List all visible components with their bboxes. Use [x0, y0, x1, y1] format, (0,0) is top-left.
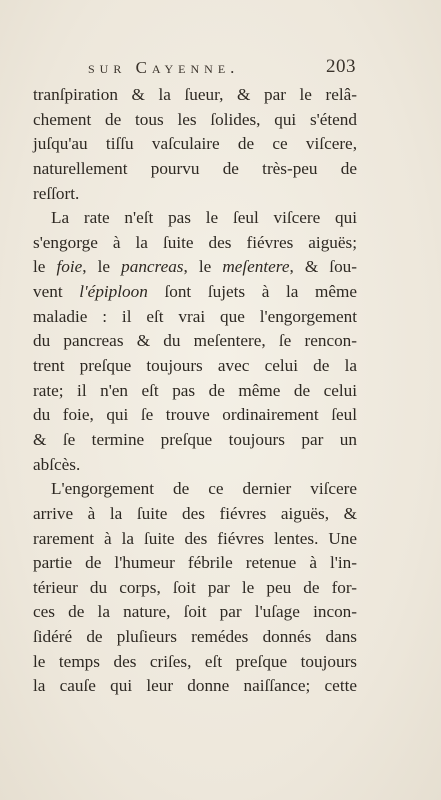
running-title: sur Cayenne.	[88, 58, 240, 77]
text-run: le	[33, 257, 57, 277]
text-line: la cauſe qui leur donne naiſſance; cette	[33, 676, 357, 696]
text-line: trent preſque toujours avec celui de la	[33, 356, 357, 376]
paragraph-start-line: La rate n'eſt pas le ſeul viſcere qui	[51, 208, 357, 228]
text-line: térieur du corps, ſoit par le peu de for-	[33, 577, 357, 597]
text-line: le temps des criſes, eſt preſque toujours	[33, 651, 357, 671]
paragraph-start-line: L'engorgement de ce dernier viſcere	[51, 479, 357, 499]
text-line: chement de tous les ſolides, qui s'étend	[33, 109, 357, 129]
text-line: ſidéré de pluſieurs remédes donnés dans	[33, 627, 357, 647]
italic-term-pancreas: pancreas	[121, 257, 184, 277]
text-line: naturellement pourvu de très-peu de	[33, 158, 357, 178]
text-line: ces de la nature, ſoit par l'uſage incon-	[33, 602, 357, 622]
text-line: maladie : il eſt vrai que l'engorgement	[33, 306, 357, 326]
text-run: , le	[82, 257, 122, 277]
text-line: partie de l'humeur fébrile retenue à l'in-	[33, 553, 357, 573]
text-line-with-italics	[33, 255, 357, 280]
text-line: du pancreas & du meſentere, ſe rencon-	[33, 331, 357, 351]
text-line: rarement à la ſuite des fiévres lentes. Une	[33, 528, 357, 548]
text-run: , le	[183, 257, 223, 277]
text-line: & ſe termine preſque toujours par un	[33, 429, 357, 449]
page-number: 203	[326, 56, 356, 77]
italic-term-foie: foie	[56, 257, 83, 277]
text-line: du foie, qui ſe trouve ordinairement ſeul	[33, 405, 357, 425]
text-run: vent	[33, 282, 80, 302]
text-line: abſcès.	[33, 454, 81, 474]
text-line: arrive à la ſuite des fiévres aiguës, &	[33, 503, 357, 523]
body-text	[33, 83, 357, 699]
text-line: juſqu'au tiſſu vaſculaire de ce viſcere,	[33, 134, 357, 154]
text-line: rate; il n'en eſt pas de même de celui	[33, 380, 357, 400]
text-line: tranſpiration & la ſueur, & par le relâ-	[33, 85, 357, 104]
page-header	[88, 54, 356, 84]
italic-term-mesentere: meſentere	[222, 257, 290, 277]
italic-term-epiploon: l'épiploon	[79, 282, 148, 302]
text-run: ſont ſujets à la même	[147, 282, 357, 302]
text-run: , & ſou-	[289, 257, 357, 277]
text-line: reſſort.	[33, 183, 80, 203]
text-line-with-italics	[33, 280, 357, 305]
text-line: s'engorge à la ſuite des fiévres aiguës;	[33, 232, 357, 252]
